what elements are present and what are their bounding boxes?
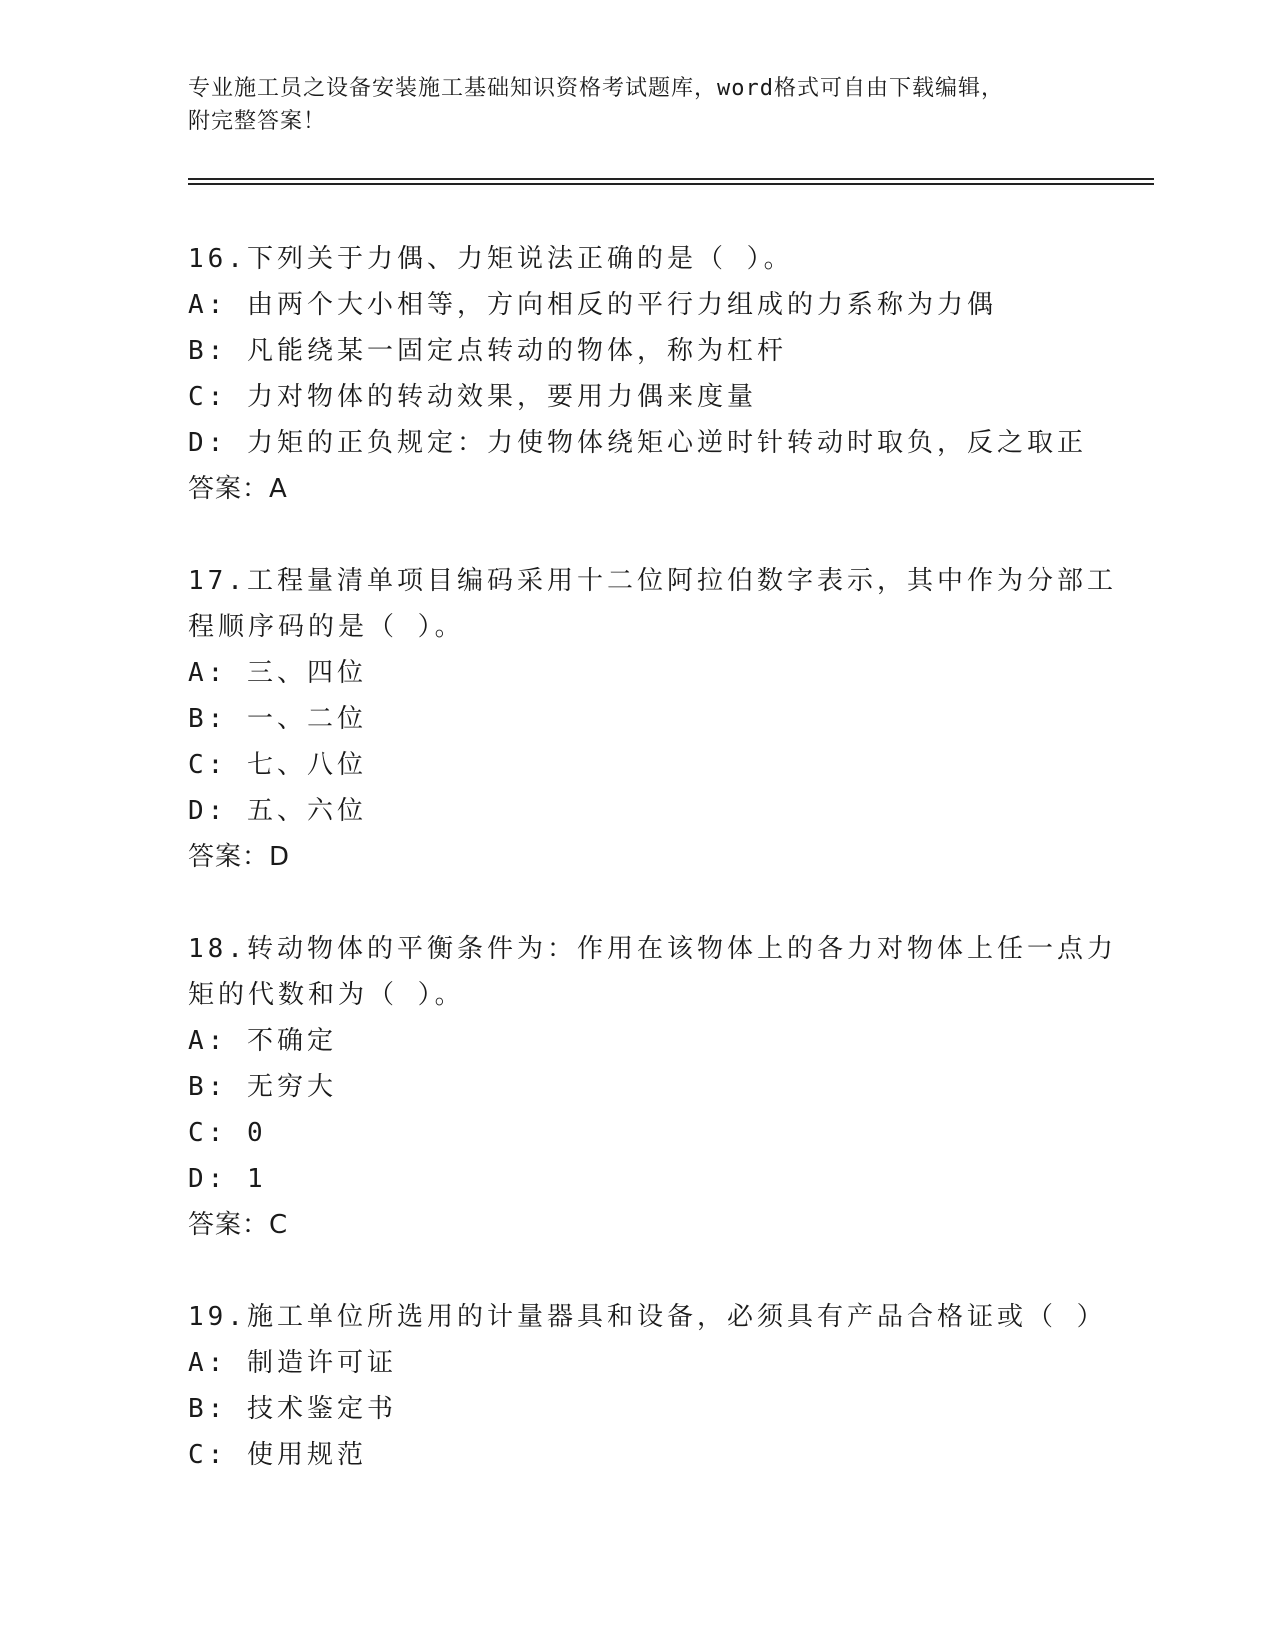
stem-line: 19.施工单位所选用的计量器具和设备，必须具有产品合格证或（ ） (188, 1302, 1107, 1332)
stem-line: 程顺序码的是（ ）。 (188, 612, 465, 642)
question-stem (188, 236, 1088, 282)
option-b: B: 一、二位 (188, 704, 367, 734)
answer-value: D (269, 842, 291, 872)
document-header (188, 72, 1088, 138)
option-b: B: 无穷大 (188, 1072, 337, 1102)
option-d: D: 力矩的正负规定：力使物体绕矩心逆时针转动时取负，反之取正 (188, 428, 1087, 458)
answer-label: 答案： (188, 474, 270, 504)
answer-value: A (269, 474, 288, 504)
question-stem (188, 1294, 1107, 1340)
answer-line (188, 466, 1088, 512)
option-c: C: 0 (188, 1118, 267, 1148)
option-a: A: 由两个大小相等，方向相反的平行力组成的力系称为力偶 (188, 290, 997, 320)
option-a: A: 三、四位 (188, 658, 367, 688)
option-b: B: 凡能绕某一固定点转动的物体，称为杠杆 (188, 336, 787, 366)
answer-label: 答案： (188, 842, 270, 872)
option-c: C: 七、八位 (188, 750, 367, 780)
header-line-2: 附完整答案！ (188, 109, 327, 134)
answer-line (188, 834, 1088, 880)
question-16 (188, 236, 1088, 512)
question-stem (188, 558, 1117, 650)
stem-line: 矩的代数和为（ ）。 (188, 980, 465, 1010)
stem-line: 18.转动物体的平衡条件为：作用在该物体上的各力对物体上任一点力 (188, 934, 1117, 964)
answer-label: 答案： (188, 1210, 270, 1240)
option-b: B: 技术鉴定书 (188, 1394, 397, 1424)
question-stem (188, 926, 1117, 1018)
answer-value: C (269, 1210, 289, 1240)
header-divider-top (188, 178, 1154, 180)
answer-line (188, 1202, 1088, 1248)
stem-line: 16.下列关于力偶、力矩说法正确的是（ ）。 (188, 244, 794, 274)
question-19 (188, 1294, 1107, 1478)
option-d: D: 1 (188, 1164, 267, 1194)
header-divider-bottom (188, 183, 1154, 185)
question-18 (188, 926, 1117, 1248)
option-c: C: 力对物体的转动效果，要用力偶来度量 (188, 382, 757, 412)
question-list (188, 236, 1117, 1524)
question-17 (188, 558, 1117, 880)
header-line-1: 专业施工员之设备安装施工基础知识资格考试题库，word格式可自由下载编辑， (188, 76, 1004, 101)
option-d: D: 五、六位 (188, 796, 367, 826)
stem-line: 17.工程量清单项目编码采用十二位阿拉伯数字表示，其中作为分部工 (188, 566, 1117, 596)
option-a: A: 不确定 (188, 1026, 337, 1056)
option-a: A: 制造许可证 (188, 1348, 397, 1378)
option-c: C: 使用规范 (188, 1440, 367, 1470)
